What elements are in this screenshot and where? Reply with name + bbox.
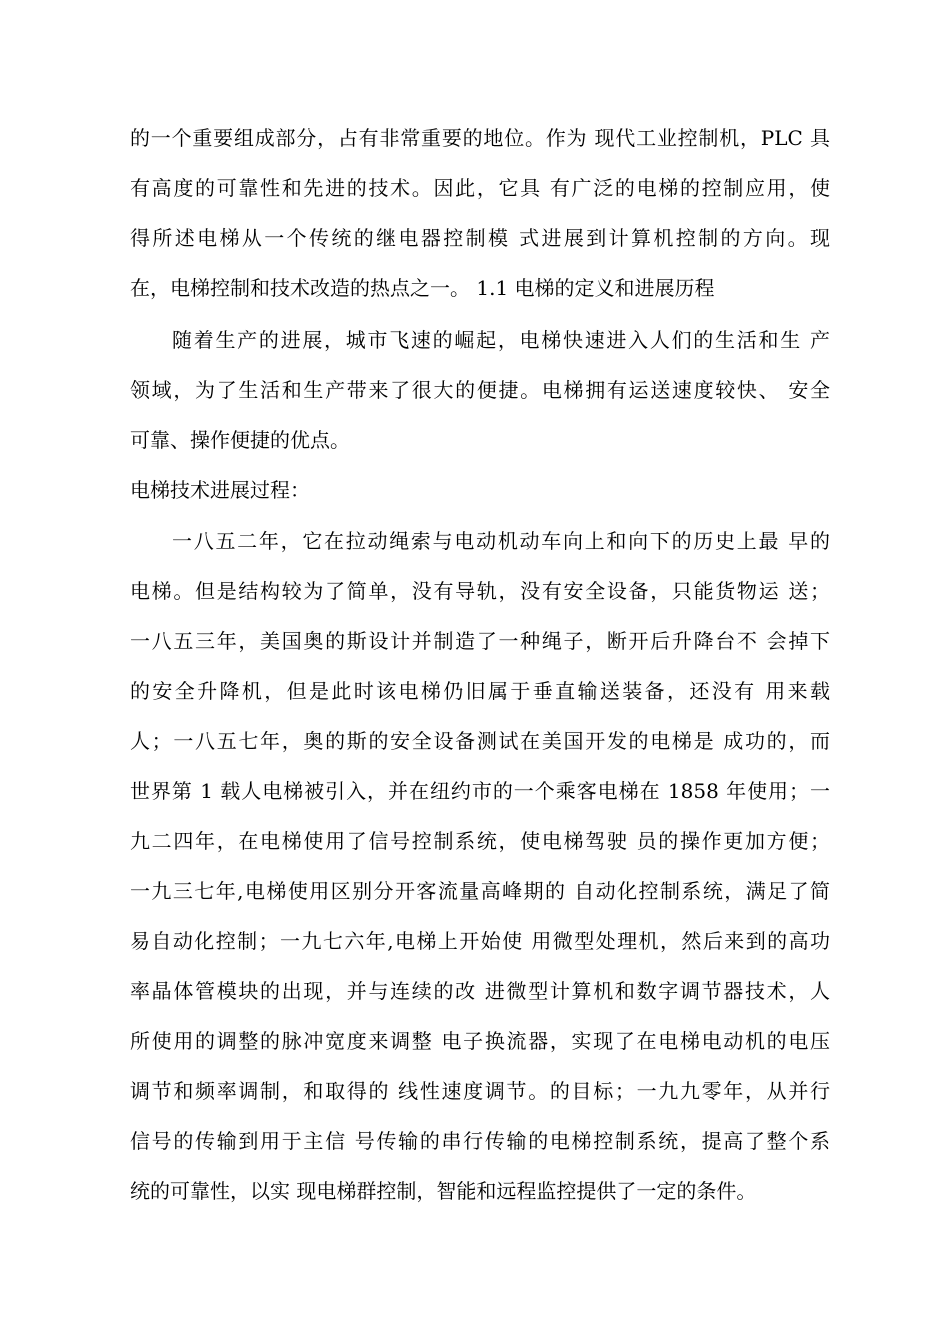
- paragraph-3-line-12: 调节和频率调制，和取得的 线性速度调节。的目标；一九九零年，从并行: [130, 1079, 830, 1103]
- paragraph-2-line-2: 领域，为了生活和生产带来了很大的便捷。电梯拥有运送速度较快、 安全: [130, 378, 830, 402]
- section-heading: 电梯技术进展过程：: [130, 478, 310, 502]
- paragraph-3-line-9: 易自动化控制；一九七六年,电梯上开始使 用微型处理机，然后来到的高功: [130, 929, 830, 953]
- paragraph-3-line-7: 九二四年，在电梯使用了信号控制系统，使电梯驾驶 员的操作更加方便；: [130, 829, 830, 853]
- paragraph-3-line-6: 世界第 1 载人电梯被引入，并在纽约市的一个乘客电梯在 1858 年使用；一: [130, 779, 830, 803]
- paragraph-3-line-3: 一八五三年，美国奥的斯设计并制造了一种绳子，断开后升降台不 会掉下: [130, 629, 830, 653]
- paragraph-1-line-2: 有高度的可靠性和先进的技术。因此，它具 有广泛的电梯的控制应用，使: [130, 176, 830, 200]
- paragraph-3-line-8: 一九三七年,电梯使用区别分开客流量高峰期的 自动化控制系统，满足了简: [130, 879, 830, 903]
- paragraph-1-line-1: 的一个重要组成部分，占有非常重要的地位。作为 现代工业控制机，PLC 具: [130, 126, 830, 150]
- paragraph-1-line-4: 在，电梯控制和技术改造的热点之一。 1.1 电梯的定义和进展历程: [130, 276, 715, 300]
- paragraph-3-line-11: 所使用的调整的脉冲宽度来调整 电子换流器，实现了在电梯电动机的电压: [130, 1029, 830, 1053]
- paragraph-3-line-4: 的安全升降机，但是此时该电梯仍旧属于垂直输送装备，还没有 用来载: [130, 679, 830, 703]
- paragraph-1-line-3: 得所述电梯从一个传统的继电器控制模 式进展到计算机控制的方向。现: [130, 226, 830, 250]
- paragraph-3-line-1: 一八五二年，它在拉动绳索与电动机动车向上和向下的历史上最 早的: [172, 529, 830, 553]
- paragraph-3-line-13: 信号的传输到用于主信 号传输的串行传输的电梯控制系统，提高了整个系: [130, 1129, 830, 1153]
- paragraph-3-line-5: 人；一八五七年，奥的斯的安全设备测试在美国开发的电梯是 成功的，而: [130, 729, 830, 753]
- paragraph-3-line-10: 率晶体管模块的出现，并与连续的改 进微型计算机和数字调节器技术，人: [130, 979, 830, 1003]
- paragraph-3-line-2: 电梯。但是结构较为了简单，没有导轨，没有安全设备，只能货物运 送；: [130, 579, 830, 603]
- paragraph-2-line-1: 随着生产的进展，城市飞速的崛起，电梯快速进入人们的生活和生 产: [172, 328, 830, 352]
- paragraph-2-line-3: 可靠、操作便捷的优点。: [130, 428, 350, 452]
- paragraph-3-line-14: 统的可靠性，以实 现电梯群控制，智能和远程监控提供了一定的条件。: [130, 1179, 757, 1203]
